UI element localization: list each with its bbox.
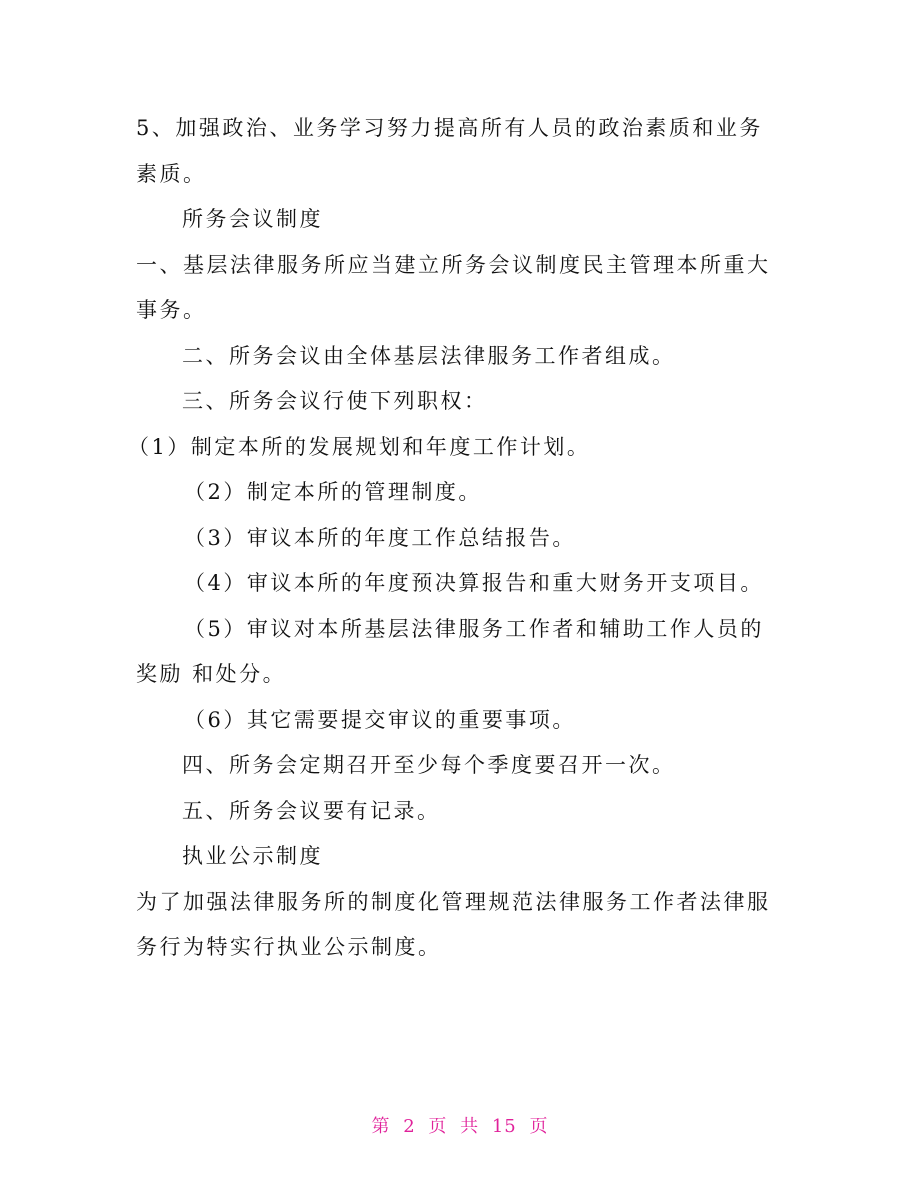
section-heading-meeting-system: 所务会议制度: [182, 207, 323, 231]
paragraph-clause-3: 三、所务会议行使下列职权：: [182, 389, 488, 413]
section-heading-disclosure-system: 执业公示制度: [182, 844, 323, 868]
page-number-footer: 第 2 页 共 15 页: [371, 1116, 549, 1137]
paragraph-disclosure-intro: 为了加强法律服务所的制度化管理规范法律服务工作者法律服务行为特实行执业公示制度。: [136, 889, 771, 959]
paragraph-power-2: （2）制定本所的管理制度。: [184, 480, 482, 504]
paragraph-power-4: （4）审议本所的年度预决算报告和重大财务开支项目。: [184, 571, 764, 595]
paragraph-power-6: （6）其它需要提交审议的重要事项。: [184, 707, 576, 732]
paragraph-clause-2: 二、所务会议由全体基层法律服务工作者组成。: [182, 343, 676, 368]
paragraph-power-5: （5）审议对本所基层法律服务工作者和辅助工作人员的奖励 和处分。: [136, 616, 764, 686]
document-body: [128, 106, 786, 971]
paragraph-item-5: 5、加强政治、业务学习努力提高所有人员的政治素质和业务素质。: [136, 116, 763, 186]
paragraph-clause-4: 四、所务会定期召开至少每个季度要召开一次。: [182, 753, 676, 777]
paragraph-power-3: （3）审议本所的年度工作总结报告。: [184, 525, 576, 550]
paragraph-power-1: （1）制定本所的发展规划和年度工作计划。: [128, 434, 591, 459]
paragraph-clause-5: 五、所务会议要有记录。: [182, 798, 441, 823]
paragraph-clause-1: 一、基层法律服务所应当建立所务会议制度民主管理本所重大事务。: [136, 252, 771, 322]
